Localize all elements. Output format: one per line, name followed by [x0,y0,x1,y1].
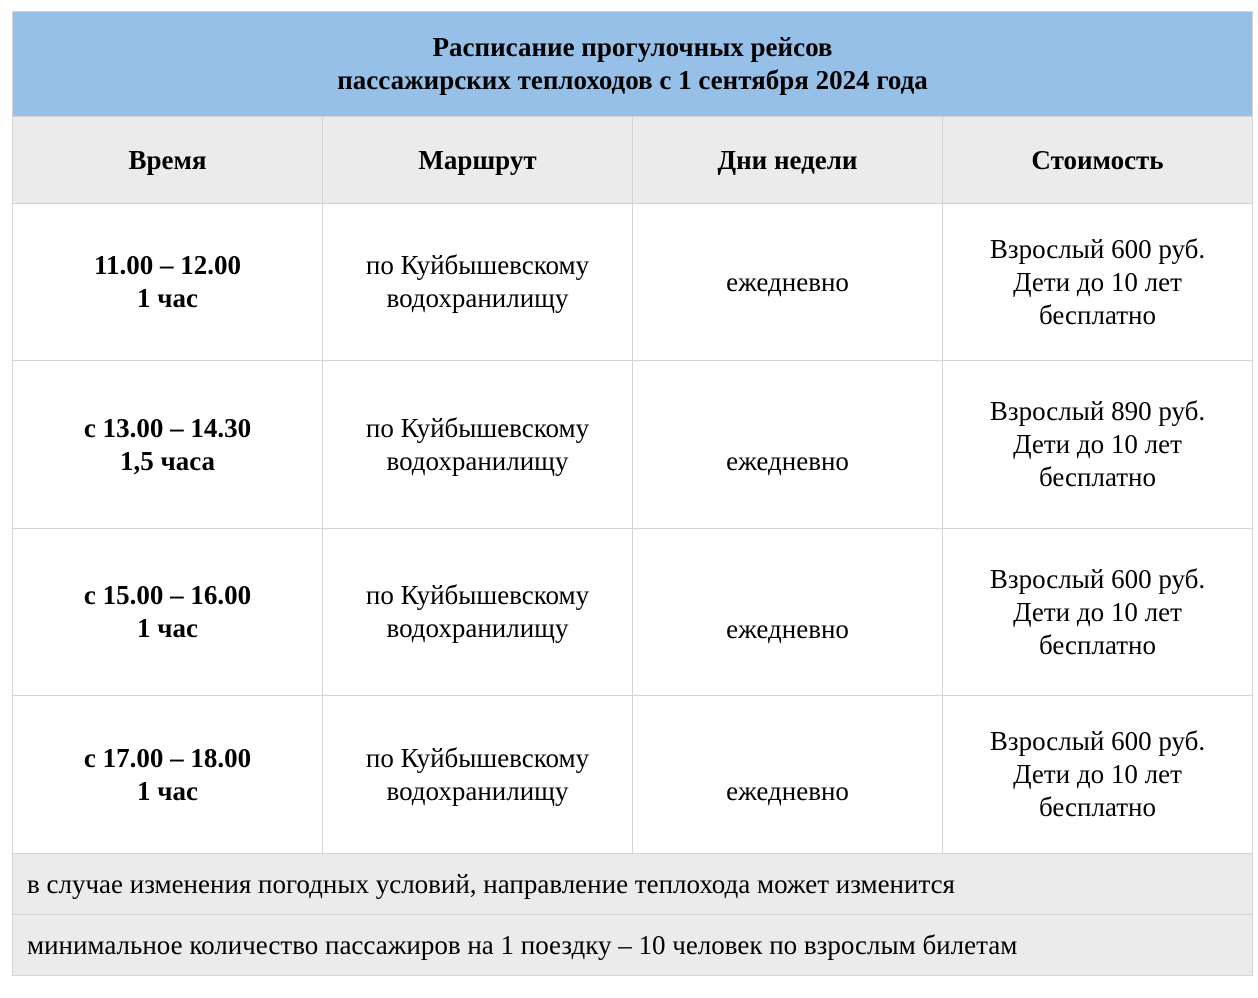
header-row [13,117,1253,204]
note-weather: в случае изменения погодных условий, направление теплохода может изменится [13,854,1253,915]
price-free: бесплатно [1039,629,1156,660]
route-cell [323,696,633,854]
time-range: 11.00 – 12.00 [93,250,241,280]
days-cell: ежедневно [633,696,943,854]
route-line-2: водохранилищу [386,775,569,806]
table-row [13,529,1253,696]
price-cell [943,204,1253,361]
table-row [13,361,1253,529]
route-line-1: по Куйбышевскому [365,250,590,280]
schedule-title [13,12,1253,117]
days-cell: ежедневно [633,204,943,361]
route-line-2: водохранилищу [386,613,569,643]
title-line-2: пассажирских теплоходов с 1 сентября 2024 года [337,65,928,95]
route-line-2: водохранилищу [386,445,569,476]
duration: 1 час [137,283,198,313]
price-adult: Взрослый 890 руб. [989,396,1206,426]
price-adult: Взрослый 600 руб. [989,233,1206,264]
route-line-2: водохранилищу [386,283,569,313]
price-adult: Взрослый 600 руб. [989,563,1206,594]
title-line-1: Расписание прогулочных рейсов [432,32,833,62]
time-cell [13,696,323,854]
price-free: бесплатно [1039,299,1156,330]
column-header-time: Время [13,117,323,204]
column-header-price: Стоимость [943,117,1253,204]
time-range: с 17.00 – 18.00 [83,742,252,773]
title-row [13,12,1253,117]
note-row [13,854,1253,915]
price-free: бесплатно [1039,462,1156,492]
price-free: бесплатно [1039,792,1156,822]
time-range: с 13.00 – 14.30 [83,412,252,443]
route-cell [323,361,633,529]
route-cell [323,529,633,696]
note-minimum-passengers: минимальное количество пассажиров на 1 поездку – 10 человек по взрослым билетам [13,915,1253,976]
time-cell [13,529,323,696]
days-cell: ежедневно [633,361,943,529]
price-adult: Взрослый 600 руб. [989,726,1206,756]
price-children: Дети до 10 лет [1013,596,1182,627]
price-cell [943,696,1253,854]
price-cell [943,361,1253,529]
column-header-days: Дни недели [633,117,943,204]
price-children: Дети до 10 лет [1013,759,1182,789]
table-row [13,696,1253,854]
route-cell [323,204,633,361]
price-children: Дети до 10 лет [1013,429,1182,459]
duration: 1 час [137,775,198,806]
time-cell [13,204,323,361]
table-row [13,204,1253,361]
note-row [13,915,1253,976]
time-range: с 15.00 – 16.00 [83,580,252,610]
price-children: Дети до 10 лет [1013,266,1182,297]
duration: 1 час [137,613,198,643]
route-line-1: по Куйбышевскому [365,580,590,610]
days-cell: ежедневно [633,529,943,696]
time-cell [13,361,323,529]
column-header-route: Маршрут [323,117,633,204]
route-line-1: по Куйбышевскому [365,412,590,443]
price-cell [943,529,1253,696]
duration: 1,5 часа [119,445,216,476]
route-line-1: по Куйбышевскому [365,742,590,773]
schedule-table [12,11,1253,976]
